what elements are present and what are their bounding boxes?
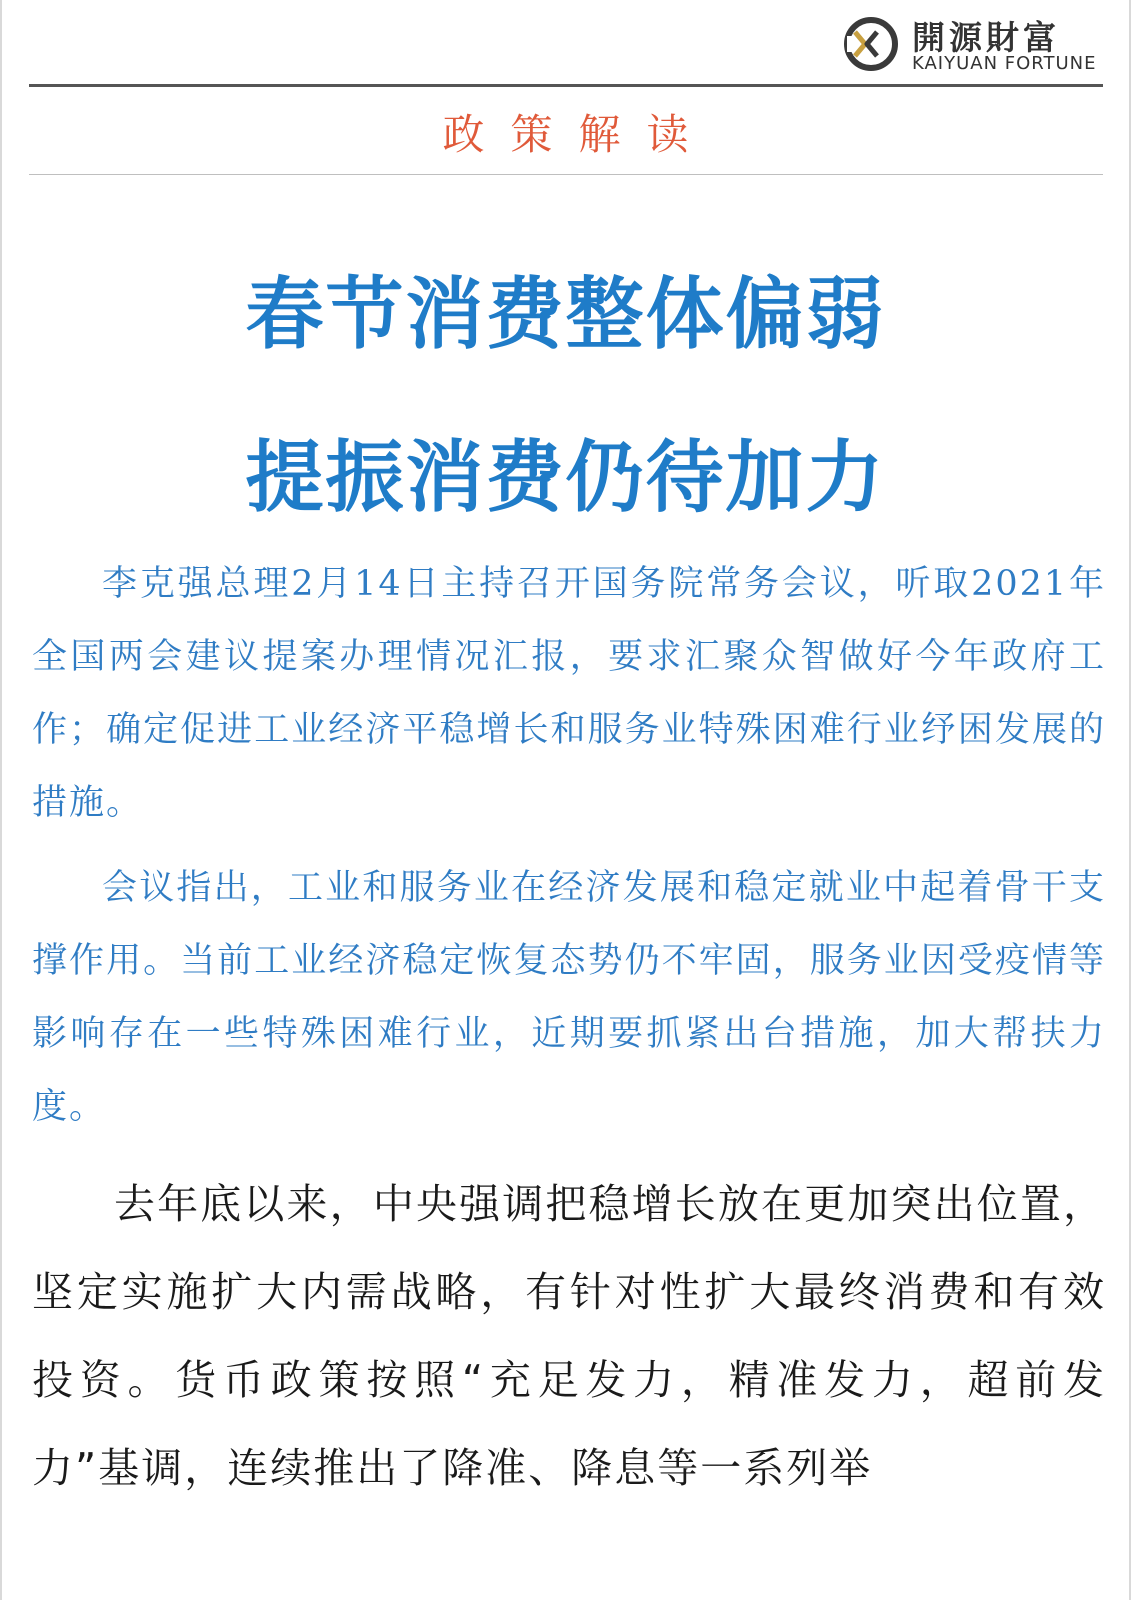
header-divider [29,84,1103,87]
body-paragraph-1: 李克强总理2月14日主持召开国务院常务会议，听取2021年全国两会建议提案办理情况汇报，要求汇聚众智做好今年政府工作；确定促进工业经济平稳增长和服务业特殊困难行业纾困发展的措施。 [32,564,1106,823]
body-paragraph-2: 会议指出，工业和服务业在经济发展和稳定就业中起着骨干支撑作用。当前工业经济稳定恢复态势仍不牢固，服务业因受疫情等影响存在一些特殊困难行业，近期要抓紧出台措施，加大帮扶力度。 [32,868,1106,1127]
section-divider [29,174,1103,175]
brand-name-english: KAIYUAN FORTUNE [912,53,1097,74]
headline-line-2: 提振消费仍待加力 [245,433,886,523]
headline-line-1: 春节消费整体偏弱 [245,270,886,360]
brand-name-chinese: 開源財富 [912,18,1060,57]
body-paragraph-3: 去年底以来，中央强调把稳增长放在更加突出位置，坚定实施扩大内需战略，有针对性扩大最终消费和有效投资。货币政策按照“充足发力，精准发力，超前发力”基调，连续推出了降准、降息等一系列举 [32,1180,1106,1492]
page-header [0,0,1131,90]
section-label: 政策解读 [442,110,715,159]
kaiyuan-logo-icon [843,16,899,72]
